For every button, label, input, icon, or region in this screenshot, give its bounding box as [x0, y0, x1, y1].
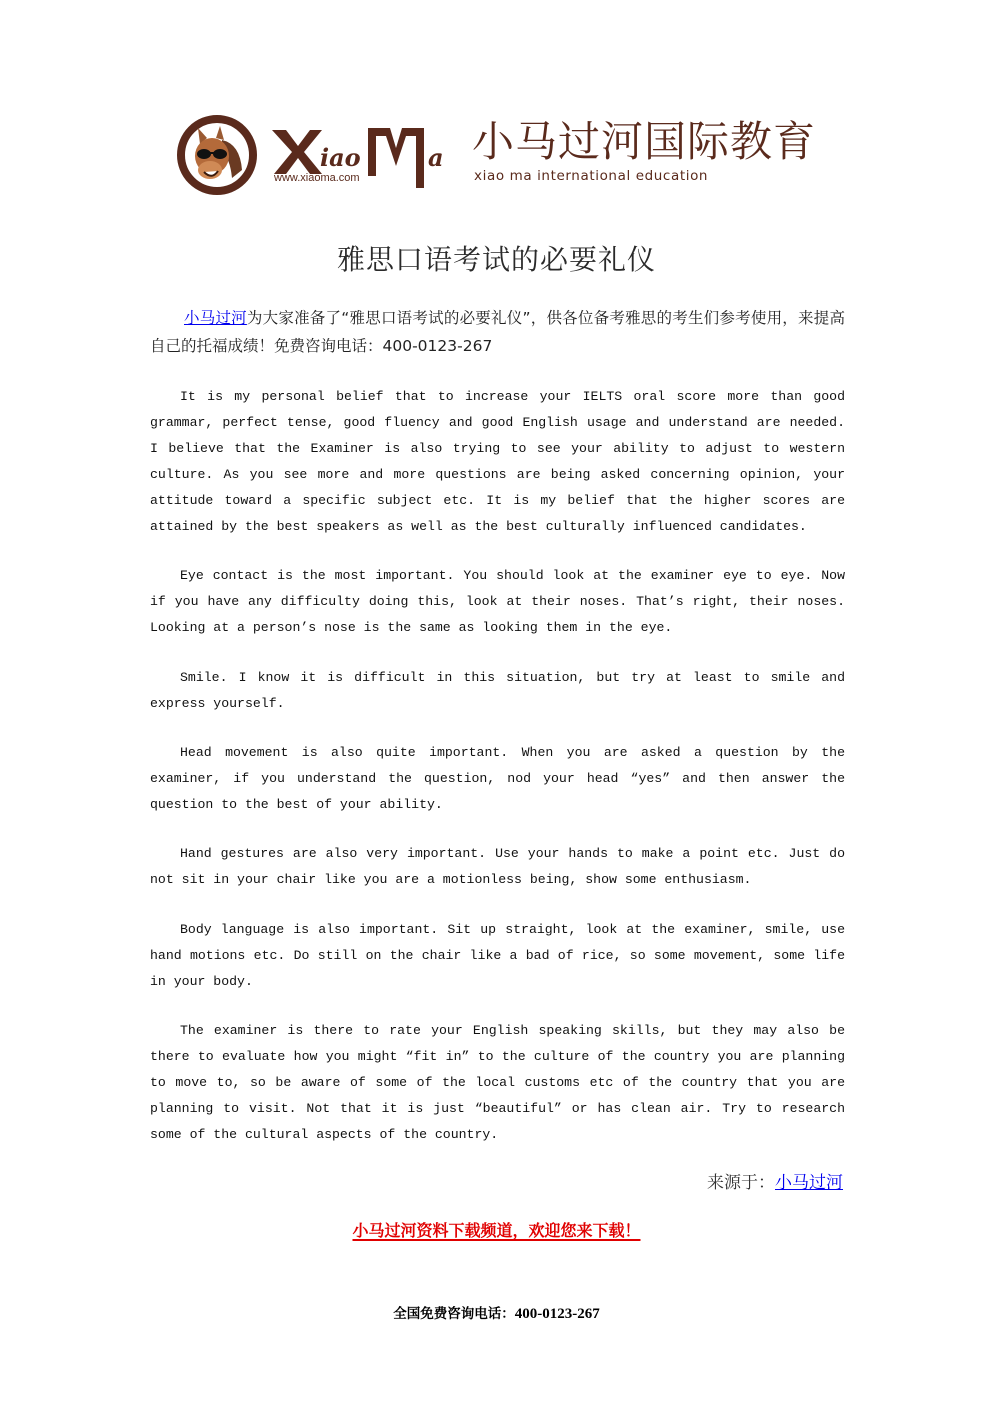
logo-url: www.xiaoma.com — [274, 172, 360, 184]
paragraph-body-language: Body language is also important. Sit up straight, look at the examiner, smile, use hand motions etc. Do still on the chair like a bad of rice, so some movement, some life in your body. — [150, 922, 845, 989]
paragraph-eye-contact: Eye contact is the most important. You should look at the examiner eye to eye. Now if you have any difficulty doing this, look at their noses. That’s right, their noses. Looking at a person’s nose is the same as looking them in the eye. — [150, 568, 845, 635]
xiaoma-logo — [176, 112, 816, 198]
footer-phone-number: 400-0123-267 — [514, 1306, 600, 1322]
paragraph-smile: Smile. I know it is difficult in this situation, but try at least to smile and express yourself. — [150, 670, 845, 711]
download-link[interactable]: 小马过河资料下载频道，欢迎您来下载！ — [352, 1221, 641, 1240]
paragraph-head-movement: Head movement is also quite important. When you are asked a question by the examiner, if you understand the question, nod your head “yes” and then answer the question to the best of your ability. — [150, 745, 845, 812]
paragraph-culture: The examiner is there to rate your English speaking skills, but they may also be there to evaluate how you might “fit in” to the culture of the country you are planning to move to, so be aware of some of the local customs etc of the country that you are planning to visit. Not that it is just “beautiful” or has clean air. Try to research some of the cultural aspects of the country. — [150, 1023, 845, 1142]
download-banner — [0, 1218, 993, 1241]
paragraph-personal-belief: It is my personal belief that to increase your IELTS oral score more than good grammar, perfect tense, good fluency and good English usage and understand are needed. I believe that the Examiner is also trying to see your ability to adjust to western culture. As you see more and more questions are being asked concerning opinion, your attitude toward a specific subject etc. It is my belief that the higher scores are attained by the best speakers as well as the best culturally influenced candidates. — [150, 389, 845, 534]
source-link[interactable]: 小马过河 — [775, 1173, 843, 1193]
source-line — [707, 1168, 843, 1193]
footer-phone-label: 全国免费咨询电话： — [393, 1306, 515, 1322]
intro-paragraph — [150, 304, 845, 360]
xiaoma-wordmark — [268, 116, 458, 196]
paragraph-hand-gestures: Hand gestures are also very important. Use your hands to make a point etc. Just do not sit in your chair like you are a motionless being, show some enthusiasm. — [150, 846, 845, 887]
horse-mascot-icon — [176, 114, 258, 196]
svg-text:a: a — [428, 143, 444, 172]
footer-phone — [0, 1302, 993, 1323]
logo-chinese-name: 小马过河国际教育 — [472, 117, 817, 166]
logo-english-name: xiao ma international education — [474, 168, 709, 184]
svg-text:iao: iao — [320, 143, 361, 172]
intro-text: 为大家准备了“雅思口语考试的必要礼仪”，供各位备考雅思的考生们参考使用，来提高自己的托福成绩！免费咨询电话：400-0123-267 — [150, 309, 845, 355]
page-title: 雅思口语考试的必要礼仪 — [336, 243, 656, 276]
xiaoma-link[interactable]: 小马过河 — [184, 309, 247, 327]
source-label: 来源于： — [707, 1173, 775, 1193]
